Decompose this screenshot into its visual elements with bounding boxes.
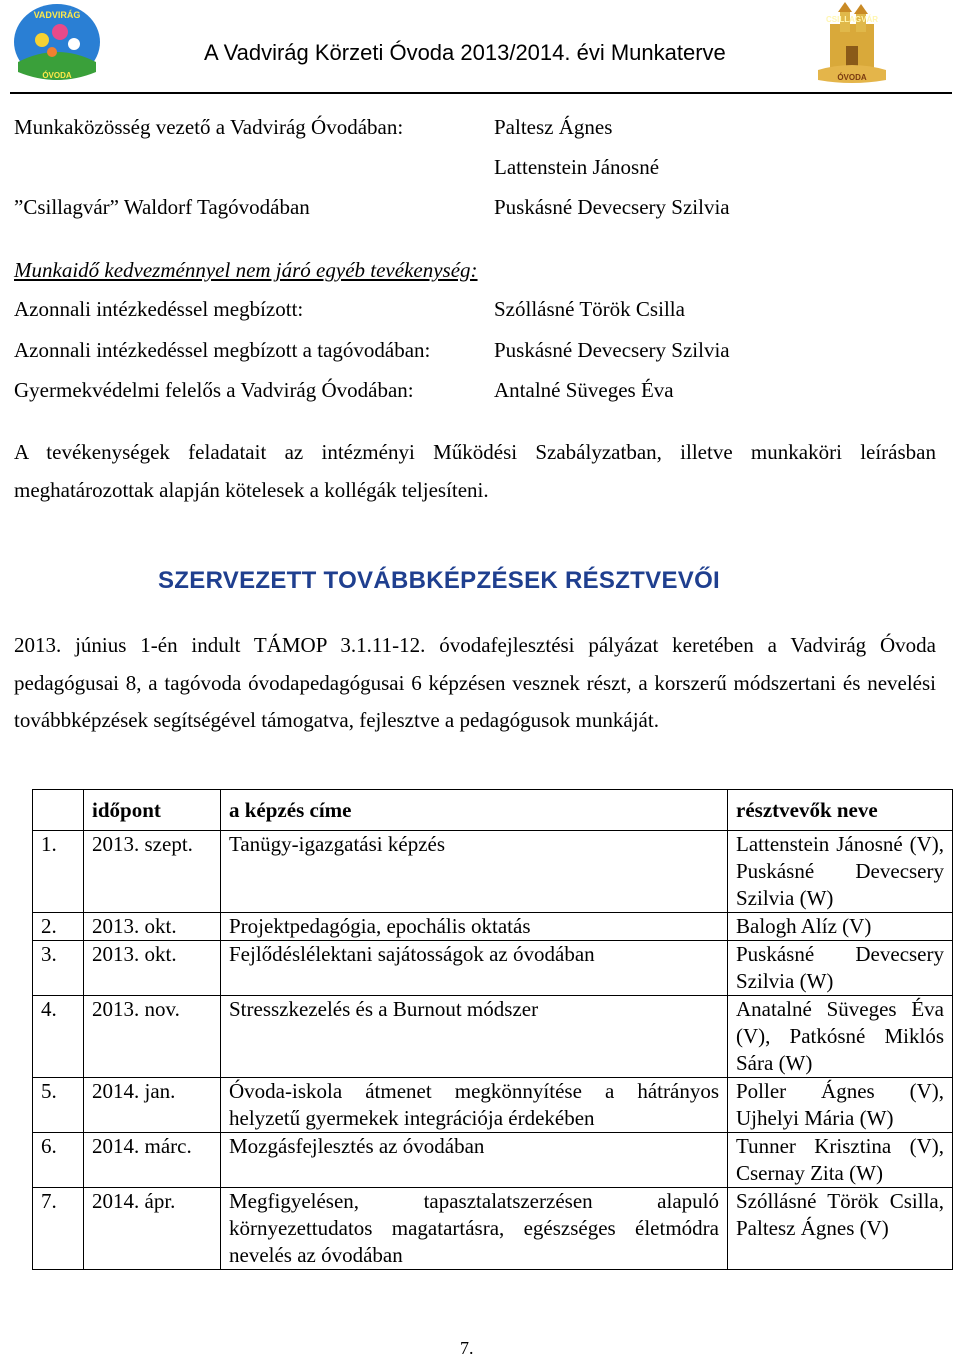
tamop-paragraph: 2013. június 1-én indult TÁMOP 3.1.11-12. óvodafejlesztési pályázat keretében a Vadvirág Óvoda pedagógusai 8, a tagóvoda óvodapedagógusai 6 képzésen vesznek részt, a korszerű módszertani és nevelési továbbképzések segítségével támogatva, fejlesztve a pedagógusok munkáját. [14, 633, 936, 732]
row-date: 2013. szept. [84, 831, 221, 913]
row-date: 2014. jan. [84, 1078, 221, 1133]
row-title: Stresszkezelés és a Burnout módszer [221, 996, 728, 1078]
vadvirag-ovoda-logo-icon [12, 2, 102, 84]
section-heading: SZERVEZETT TOVÁBBKÉPZÉSEK RÉSZTVEVŐI [158, 567, 721, 594]
table-row [33, 913, 953, 941]
table-row [33, 996, 953, 1078]
table-header-row [33, 790, 953, 831]
column-header-participants: résztvevők neve [728, 790, 953, 831]
leader-name: Puskásné Devecsery Szilvia [494, 195, 730, 219]
row-participants: Lattenstein Jánosné (V), Puskásné Devecsery Szilvia (W) [728, 831, 953, 913]
row-date: 2013. nov. [84, 996, 221, 1078]
row-participants: Tunner Krisztina (V), Csernay Zita (W) [728, 1133, 953, 1188]
row-participants: Balogh Alíz (V) [728, 913, 953, 941]
header-divider [10, 92, 952, 94]
page-number: 7. [460, 1338, 474, 1358]
svg-text:ÓVODA: ÓVODA [42, 71, 72, 80]
row-title: Projektpedagógia, epochális oktatás [221, 913, 728, 941]
csillagvar-ovoda-logo-icon [812, 2, 892, 86]
duty-label: Azonnali intézkedéssel megbízott a tagóvodában: [14, 338, 431, 362]
leader-name: Lattenstein Jánosné [494, 155, 660, 179]
duty-label: Gyermekvédelmi felelős a Vadvirág Óvodában: [14, 378, 414, 402]
leader-name: Paltesz Ágnes [494, 115, 613, 139]
row-date: 2014. ápr. [84, 1188, 221, 1270]
duty-name: Antalné Süveges Éva [494, 378, 674, 402]
row-title: Óvoda-iskola átmenet megkönnyítése a hátrányos helyzetű gyermekek integrációja érdekében [221, 1078, 728, 1133]
duty-name: Szóllásné Török Csilla [494, 297, 685, 321]
table-row [33, 831, 953, 913]
row-number: 5. [33, 1078, 84, 1133]
leader-label-vadvirag: Munkaközösség vezető a Vadvirág Óvodában: [14, 115, 404, 139]
svg-text:ÓVODA: ÓVODA [837, 73, 867, 82]
row-title: Tanügy-igazgatási képzés [221, 831, 728, 913]
row-date: 2013. okt. [84, 913, 221, 941]
duty-name: Puskásné Devecsery Szilvia [494, 338, 730, 362]
row-number: 1. [33, 831, 84, 913]
document-header-title: A Vadvirág Körzeti Óvoda 2013/2014. évi Munkaterve [204, 40, 726, 65]
row-date: 2013. okt. [84, 941, 221, 996]
responsibilities-paragraph: A tevékenységek feladatait az intézményi Működési Szabályzatban, illetve munkaköri leírásban meghatározottak alapján kötelesek a kollégák teljesíteni. [14, 440, 936, 502]
row-number: 7. [33, 1188, 84, 1270]
row-title: Mozgásfejlesztés az óvodában [221, 1133, 728, 1188]
column-header-number [33, 790, 84, 831]
duty-label: Azonnali intézkedéssel megbízott: [14, 297, 304, 321]
training-table [32, 789, 953, 1270]
table-row [33, 1078, 953, 1133]
row-participants: Szóllásné Török Csilla, Paltesz Ágnes (V) [728, 1188, 953, 1270]
table-row [33, 1188, 953, 1270]
svg-text:CSILLAGVÁR: CSILLAGVÁR [826, 15, 878, 24]
table-row [33, 1133, 953, 1188]
row-number: 2. [33, 913, 84, 941]
table-row [33, 941, 953, 996]
svg-text:VADVIRÁG: VADVIRÁG [33, 10, 81, 20]
other-duties-heading: Munkaidő kedvezménnyel nem járó egyéb tevékenység: [14, 258, 478, 282]
column-header-title: a képzés címe [221, 790, 728, 831]
row-participants: Poller Ágnes (V), Ujhelyi Mária (W) [728, 1078, 953, 1133]
row-title: Fejlődéslélektani sajátosságok az óvodában [221, 941, 728, 996]
row-participants: Anatalné Süveges Éva (V), Patkósné Miklós Sára (W) [728, 996, 953, 1078]
row-participants: Puskásné Devecsery Szilvia (W) [728, 941, 953, 996]
row-number: 4. [33, 996, 84, 1078]
leader-label-csillagvar: ”Csillagvár” Waldorf Tagóvodában [14, 195, 310, 219]
row-number: 6. [33, 1133, 84, 1188]
column-header-date: időpont [84, 790, 221, 831]
row-title: Megfigyelésen, tapasztalatszerzésen alapuló környezettudatos magatartásra, egészséges életmódra nevelés az óvodában [221, 1188, 728, 1270]
row-date: 2014. márc. [84, 1133, 221, 1188]
row-number: 3. [33, 941, 84, 996]
